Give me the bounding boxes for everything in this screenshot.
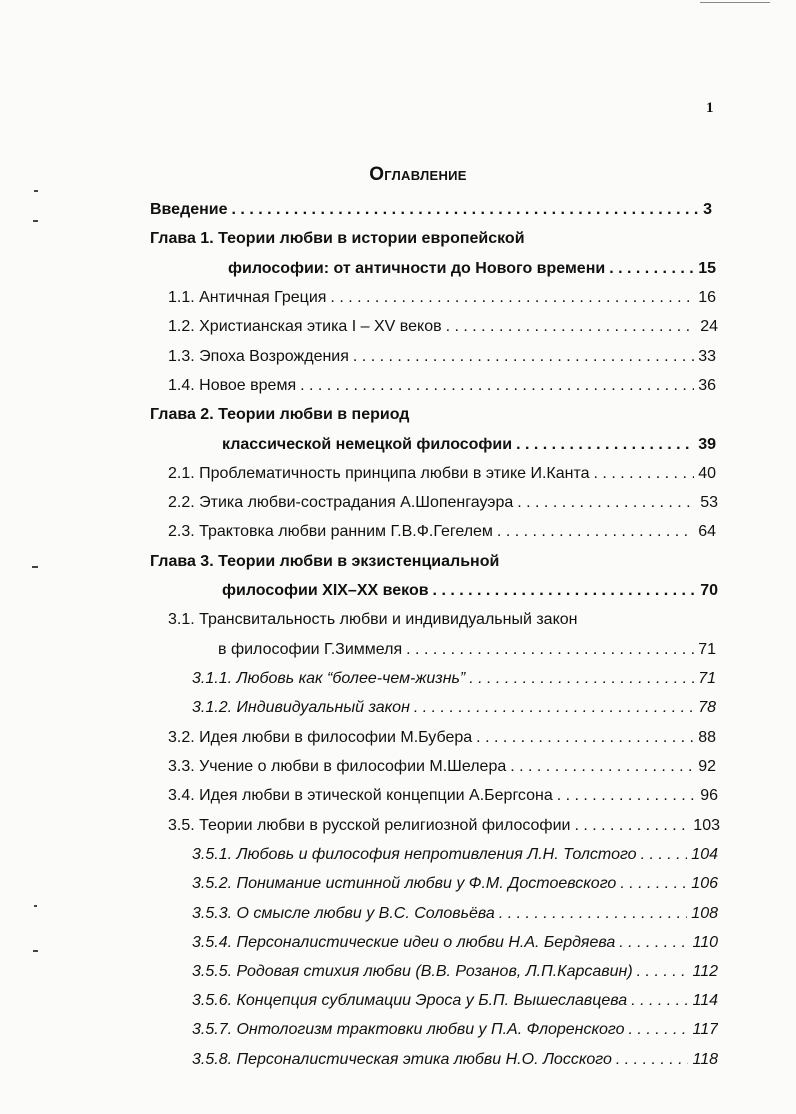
toc-entry-text: 3.5.5. Родовая стихия любви (В.В. Розанов, Л.П.Карсавин): [192, 963, 633, 980]
toc-entry-2-3: [168, 521, 716, 543]
toc-entry-text: 3.5.4. Персоналистические идеи о любви Н.А. Бердяева: [192, 934, 616, 951]
scan-artifact: [33, 950, 38, 952]
toc-entry-2-1: [168, 463, 716, 485]
toc-entry-text: философии: от античности до Нового времени: [228, 260, 606, 277]
toc-entry-chapter-2: [150, 404, 712, 426]
scan-artifact: [32, 566, 38, 568]
toc-entry-text: 3.1. Трансвитальность любви и индивидуальный закон: [168, 611, 578, 628]
toc-entry-text: 2.2. Этика любви-сострадания А.Шопенгауэра: [168, 494, 514, 511]
toc-entry-page: 108: [691, 905, 718, 922]
toc-entry-page: 118: [692, 1051, 718, 1068]
toc-entry-text: 3.5. Теории любви в русской религиозной философии: [168, 817, 571, 834]
toc-entry-chapter-3: [150, 551, 712, 573]
toc-entry-2-2: [168, 492, 718, 514]
toc-entry-3-5-7: [192, 1019, 718, 1041]
toc-entry-page: 104: [691, 846, 718, 863]
toc-title: Оглавление: [369, 164, 467, 185]
toc-entry-text: 1.3. Эпоха Возрождения: [168, 348, 349, 365]
toc-entry-3-1-cont: [218, 639, 716, 661]
toc-entry-page: 114: [692, 992, 718, 1009]
scan-artifact: [700, 2, 770, 3]
toc-entry-chapter-1-cont: [228, 258, 716, 280]
toc-entry-text: 1.2. Христианская этика I – XV веков: [168, 318, 442, 335]
toc-entry-page: 78: [698, 699, 716, 716]
toc-entry-text: 3.3. Учение о любви в философии М.Шелера: [168, 758, 507, 775]
toc-entry-page: 71: [698, 670, 716, 687]
toc-entry-text: 3.1.2. Индивидуальный закон: [192, 699, 410, 716]
toc-entry-text: Глава 1. Теории любви в истории европейской: [150, 230, 525, 247]
toc-entry-page: 3: [703, 201, 712, 218]
toc-entry-text: 3.5.7. Онтологизм трактовки любви у П.А. Флоренского: [192, 1021, 625, 1038]
toc-entry-3-5-4: [192, 932, 718, 954]
toc-entry-3-3: [168, 756, 716, 778]
toc-entry-page: 103: [693, 817, 720, 834]
toc-entry-text: 3.2. Идея любви в философии М.Бубера: [168, 729, 473, 746]
toc-entry-text: Глава 3. Теории любви в экзистенциальной: [150, 553, 500, 570]
toc-entry-page: 117: [692, 1021, 718, 1038]
page-number: 1: [706, 100, 714, 116]
toc-entry-1-2: [168, 316, 718, 338]
toc-entry-text: в философии Г.Зиммеля: [218, 641, 403, 658]
toc-entry-page: 15: [698, 260, 716, 277]
toc-entry-page: 64: [698, 523, 716, 540]
toc-entry-3-5-2: [192, 873, 718, 895]
toc-entry-text: 1.1. Античная Греция: [168, 289, 327, 306]
toc-entry-introduction: [150, 199, 712, 221]
toc-entry-3-5-5: [192, 961, 718, 983]
toc-entry-3-5-1: [192, 844, 718, 866]
toc-entry-3-4: [168, 785, 718, 807]
toc-entry-3-1-2: [192, 697, 716, 719]
toc-entry-page: 88: [698, 729, 716, 746]
toc-entry-text: 3.5.1. Любовь и философия непротивления Л.Н. Толстого: [192, 846, 637, 863]
toc-entry-page: 96: [700, 787, 718, 804]
toc-entry-chapter-1: [150, 228, 712, 250]
toc-entry-3-5: [168, 815, 720, 837]
toc-entry-page: 92: [698, 758, 716, 775]
toc-entry-page: 106: [691, 875, 718, 892]
toc-entry-text: Введение: [150, 201, 228, 218]
toc-entry-page: 53: [700, 494, 718, 511]
toc-entry-text: 3.4. Идея любви в этической концепции А.Бергсона: [168, 787, 553, 804]
scan-artifact: [34, 905, 37, 907]
toc-entry-text: 3.5.3. О смысле любви у В.С. Соловьёва: [192, 905, 495, 922]
toc-entry-page: 70: [700, 582, 718, 599]
toc-entry-text: классической немецкой философии: [222, 436, 513, 453]
toc-entry-3-1: [168, 609, 716, 631]
toc-entry-page: 71: [698, 641, 716, 658]
toc-entry-text: Глава 2. Теории любви в период: [150, 406, 410, 423]
toc-entry-text: 3.5.6. Концепция сублимации Эроса у Б.П. Вышеславцева: [192, 992, 628, 1009]
scan-artifact: [33, 220, 38, 222]
toc-entry-text: 3.5.2. Понимание истинной любви у Ф.М. Достоевского: [192, 875, 617, 892]
toc-entry-3-2: [168, 727, 716, 749]
toc-entry-1-4: [168, 375, 716, 397]
toc-entry-text: 3.5.8. Персоналистическая этика любви Н.О. Лосского: [192, 1051, 612, 1068]
toc-entry-page: 110: [692, 934, 718, 951]
toc-entry-1-3: [168, 346, 716, 368]
toc-entry-page: 33: [698, 348, 716, 365]
toc-entry-1-1: [168, 287, 716, 309]
toc-entry-3-1-1: [192, 668, 716, 690]
toc-entry-page: 24: [700, 318, 718, 335]
toc-entry-chapter-2-cont: [222, 434, 716, 456]
toc-entry-text: 3.1.1. Любовь как “более-чем-жизнь”: [192, 670, 466, 687]
toc-entry-chapter-3-cont: [222, 580, 718, 602]
toc-entry-page: 16: [698, 289, 716, 306]
toc-entry-text: философии XIX–XX веков: [222, 582, 429, 599]
toc-entry-3-5-6: [192, 990, 718, 1012]
toc-entry-3-5-3: [192, 903, 718, 925]
toc-entry-page: 112: [692, 963, 718, 980]
toc-entry-page: 40: [698, 465, 716, 482]
toc-entry-3-5-8: [192, 1049, 718, 1071]
toc-entry-text: 2.1. Проблематичность принципа любви в этике И.Канта: [168, 465, 590, 482]
toc-entry-page: 39: [698, 436, 716, 453]
toc-entry-page: 36: [698, 377, 716, 394]
toc-entry-text: 2.3. Трактовка любви ранним Г.В.Ф.Гегелем: [168, 523, 493, 540]
toc-entry-text: 1.4. Новое время: [168, 377, 297, 394]
scan-artifact: [34, 190, 38, 192]
